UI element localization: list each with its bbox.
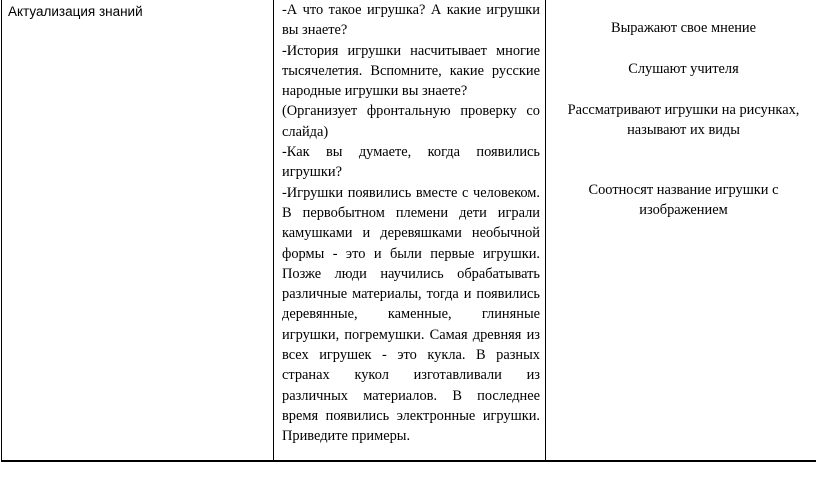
student-action: Слушают учителя [628, 61, 739, 77]
column-divider [545, 0, 546, 460]
teacher-paragraph: -Игрушки появились вместе с человеком. В первобытном племени дети играли камушками и деревяшками необычной формы - это и были первые игрушки. Позже люди научились обрабатывать различные материалы, тогда и появились деревянные, каменные, глиняные игрушки, погремушки. Самая древняя из всех игрушек - это кукла. В разных странах кукол изготавливали из различных материалов. В последнее время появились электронные игрушки. Приведите примеры. [282, 184, 540, 445]
lesson-table [1, 0, 816, 462]
teacher-paragraph: -История игрушки насчитывает многие тысячелетия. Вспомните, какие русские народные игрушки вы знаете? [282, 42, 540, 100]
column-divider [273, 0, 274, 460]
teacher-activity-cell [282, 0, 540, 447]
stage-cell: Актуализация знаний [8, 4, 143, 19]
student-action: Соотносят название игрушки с изображением [588, 182, 779, 219]
student-action: Выражают свое мнение [610, 20, 757, 36]
student-action: Рассматривают игрушки на рисунках, называют их виды [567, 102, 800, 139]
teacher-paragraph: -А что такое игрушка? А какие игрушки вы знаете? [282, 2, 540, 39]
teacher-paragraph: -Как вы думаете, когда появились игрушки? [282, 144, 540, 181]
teacher-paragraph: (Организует фронтальную проверку со слайда) [282, 103, 540, 140]
